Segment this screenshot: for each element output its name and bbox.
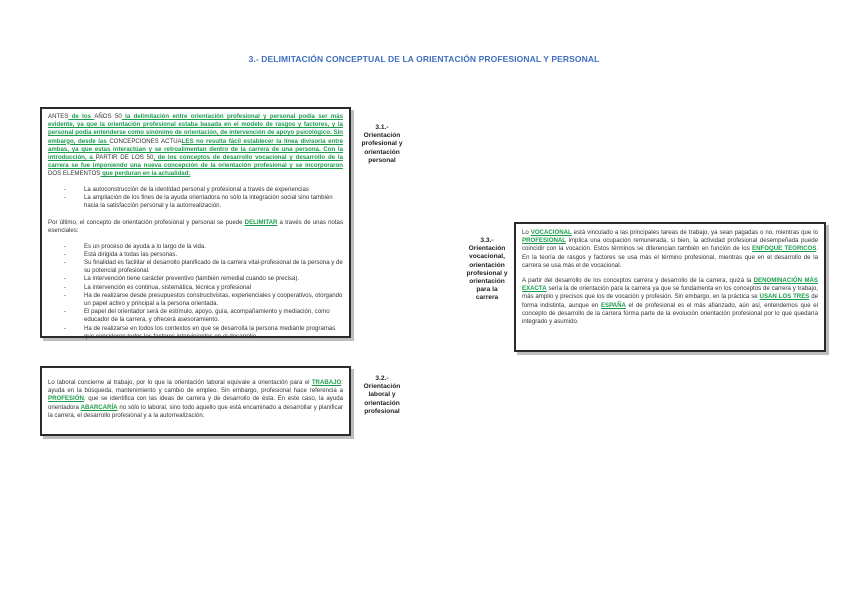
box-orientacion-profesional-personal	[40, 107, 351, 338]
label-line: carrera	[475, 294, 499, 302]
box-orientacion-laboral-profesional	[40, 366, 351, 436]
text-segment: el de profesional es el más afianzado, aún así, entendemos que el concepto de desarrollo de la carrera forma parte de la evolución orientación profesional por lo que quedaría integrado y asumido.	[522, 301, 818, 326]
text-segment: , que se identifica con las ideas de carrera y de desarrollo de ésta. En este caso, la ayuda orientadora	[48, 395, 343, 411]
box1-paragraph-1	[48, 113, 343, 179]
highlight-term: DELIMITAR	[244, 219, 278, 227]
text-segment: AÑOS 50	[94, 113, 122, 120]
page-title: 3.- DELIMITACIÓN CONCEPTUAL DE LA ORIENTACIÓN PROFESIONAL Y PERSONAL	[248, 54, 600, 64]
text-segment: Lo laboral concierne al trabajo, por lo que la orientación laboral equivale a orientación para el	[48, 379, 312, 386]
text-segment: sería la de orientación para la carrera ya que se fundamenta en los conceptos de carrera y trabajo, más amplio y precisos que los de vocación y profesión. Sin embargo, en la práctica se	[522, 285, 818, 301]
highlight-term: TRABAJO	[311, 379, 342, 386]
label-line: para la	[476, 286, 498, 294]
highlight-term: ESPAÑA	[600, 301, 626, 309]
highlight-term: que perduran en la actualidad:	[100, 170, 191, 178]
list-item: - La intervención tiene carácter preventivo (también remedial cuando se precisa).	[64, 275, 343, 283]
text-segment: PARTIR DE LOS 50	[95, 154, 154, 162]
list-item: - La intervención es continua, sistemática, técnica y profesional	[64, 284, 343, 292]
box2-paragraph	[48, 379, 343, 420]
label-line: orientación	[364, 399, 400, 407]
label-line: vocacional,	[469, 253, 505, 261]
box3-paragraph-2	[522, 277, 818, 326]
highlight-term: PROFESIÓN	[48, 395, 84, 403]
list-item: - El papel del orientador será de estímulo, apoyo, guía, acompañamiento y mediación, como educador de la carrera, y ofrecerá asesoramiento.	[64, 308, 343, 324]
text-segment: CONCEPCIONES ACTUA	[109, 137, 182, 145]
highlight-term: USAN LOS TRES	[759, 293, 810, 301]
box-orientacion-vocacional-carrera	[514, 222, 826, 352]
label-line: Orientación	[363, 383, 401, 391]
label-line: orientación	[469, 261, 505, 269]
text-segment: implica una ocupación remunerada, si bien, la actividad profesional desempeñada puede coincidir con la vocación. Estos términos se diferencian también en función de los	[522, 237, 818, 253]
highlight-term: VOCACIONAL	[530, 229, 572, 236]
list-item: - Ha de realizarse en todos los contextos en que se desarrolla la persona mediante programas que consideren todos los factores intervinientes en el desarrollo.	[64, 325, 343, 341]
label-line: 3.1.-	[375, 124, 389, 131]
highlight-term: ENFOQUE TEORICOS	[752, 245, 817, 253]
box1-paragraph-2	[48, 219, 343, 235]
highlight-term: LES no resulta fácil establecer la línea divisoria entre ambas, ya que estas interactúan y se retroalimentan dentro de la carrera de una persona. Con la introducción, a	[48, 137, 344, 162]
text-segment: está vinculado a las principales tareas de trabajo, ya sean pagadas o no, mientras que lo	[571, 229, 818, 236]
text-segment: : ayuda en la búsqueda, mantenimiento y cambio de empleo. Sin embargo, profesional hace referencia a	[48, 379, 343, 395]
text-segment: . En la teoría de rasgos y factores se usa más el término profesional, mientras que en el desarrollo de la carrera se usa más el de vocacional.	[522, 245, 819, 269]
list-item: - Es un proceso de ayuda a lo largo de la vida.	[64, 243, 343, 251]
label-line: profesional y	[466, 269, 508, 277]
list-item: - Está dirigida a todas las personas.	[64, 251, 343, 259]
text-segment: DOS ELEMENTOS	[48, 170, 101, 178]
list-item: - La autoconstrucción de la identidad personal y profesional a través de experiencias	[64, 186, 343, 194]
text-segment: Lo	[522, 229, 531, 236]
text-segment: ANTES	[48, 113, 69, 120]
highlight-term: de los	[68, 113, 95, 120]
text-segment: no sólo lo laboral, sino todo aquello que está encaminado a desarrollar y planificar la carrera, el desarrollo profesional y a la autorrealización.	[48, 403, 343, 419]
list-item: - La ampliación de los fines de la ayuda orientadora no sólo la integración social sino también hacia la satisfacción personal y la autorrealización.	[64, 194, 343, 210]
box3-paragraph-1	[522, 229, 818, 270]
label-3-1	[352, 124, 412, 165]
list-item: - Su finalidad es facilitar el desarrollo planificado de la carrera vital-profesional de la persona y de su potencial profesional.	[64, 259, 343, 275]
label-line: Orientación	[468, 245, 506, 253]
list-item: - Ha de realizarse desde presupuestos constructivistas, experienciales y cooperativos, otorgando un papel activo y principal a la persona orientada.	[64, 292, 343, 308]
text-segment: de forma indistinta, aunque en	[522, 293, 818, 309]
label-line: Orientación	[363, 132, 401, 140]
box1-list-2	[48, 243, 343, 341]
text-segment: Por último, el concepto de orientación profesional y personal se puede	[48, 219, 245, 227]
label-line: laboral y	[368, 391, 396, 399]
highlight-term: la delimitación entre orientación profesional y personal podía ser más evidente, ya que la orientación profesional estaba basada en el modelo de rasgos y factores, y la personal podía entenderse como sinónimo de orientación, de intervención de apoyo psicológico. Sin embargo, desde las	[48, 113, 343, 145]
highlight-term: DENOMINACIÓN MÁS EXACTA	[522, 277, 818, 293]
label-line: orientación	[364, 148, 400, 156]
label-line: 3.3.-	[480, 237, 494, 244]
box1-list-1	[48, 186, 343, 211]
label-3-3	[460, 237, 514, 303]
highlight-term: PROFESIONAL	[522, 237, 567, 245]
highlight-term: , de los conceptos de desarrollo vocacional y desarrollo de la carrera se fue imponiendo una nueva concepción de la orientación profesional y se incorporaron	[48, 154, 343, 170]
label-line: personal	[368, 156, 396, 164]
label-3-2	[352, 375, 412, 416]
label-line: 3.2.-	[375, 375, 389, 382]
highlight-term: ABARCARÍA	[80, 403, 118, 411]
text-segment: A partir del desarrollo de los conceptos carrera y desarrollo de la carrera, quizá la	[522, 277, 754, 285]
label-line: profesional y	[361, 140, 403, 148]
text-segment: a través de unas notas esenciales:	[48, 219, 343, 235]
label-line: profesional	[364, 407, 400, 415]
label-line: orientación	[469, 278, 505, 286]
